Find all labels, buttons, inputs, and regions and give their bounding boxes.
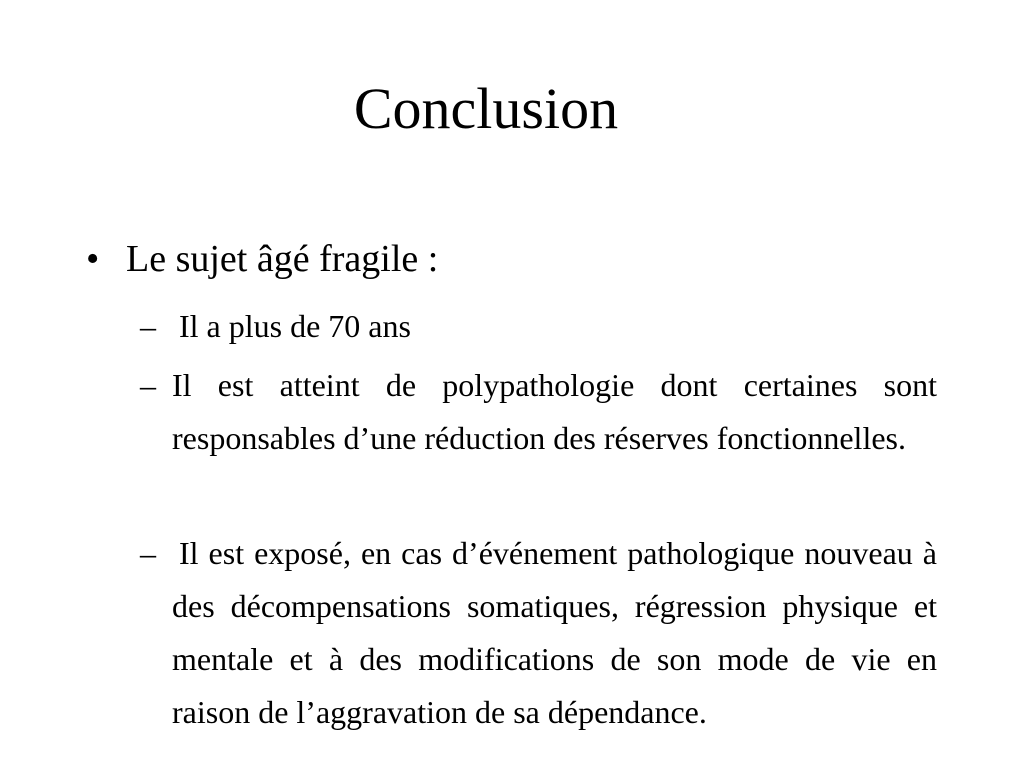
slide-title: Conclusion <box>353 76 619 141</box>
dash-marker: – <box>140 535 156 571</box>
sub-bullet-item <box>140 359 937 465</box>
sub-bullet-text: Il est atteint de polypathologie dont certaines sont responsables d’une réduction des réserves fonctionnelles. <box>172 367 937 456</box>
dash-marker: – <box>140 308 156 344</box>
bullet-marker: • <box>86 238 100 280</box>
sub-bullet-item <box>140 527 937 739</box>
bullet-text: Le sujet âgé fragile : <box>126 238 439 280</box>
dash-marker: – <box>140 367 156 403</box>
sub-bullet-item <box>140 300 937 353</box>
sub-bullet-text: Il a plus de 70 ans <box>179 308 411 344</box>
sub-bullet-text: Il est exposé, en cas d’événement pathologique nouveau à des décompensations somatiques, régression physique et mentale et à des modifications de son mode de vie en raison de l’aggravation de sa dépendance. <box>172 535 937 730</box>
